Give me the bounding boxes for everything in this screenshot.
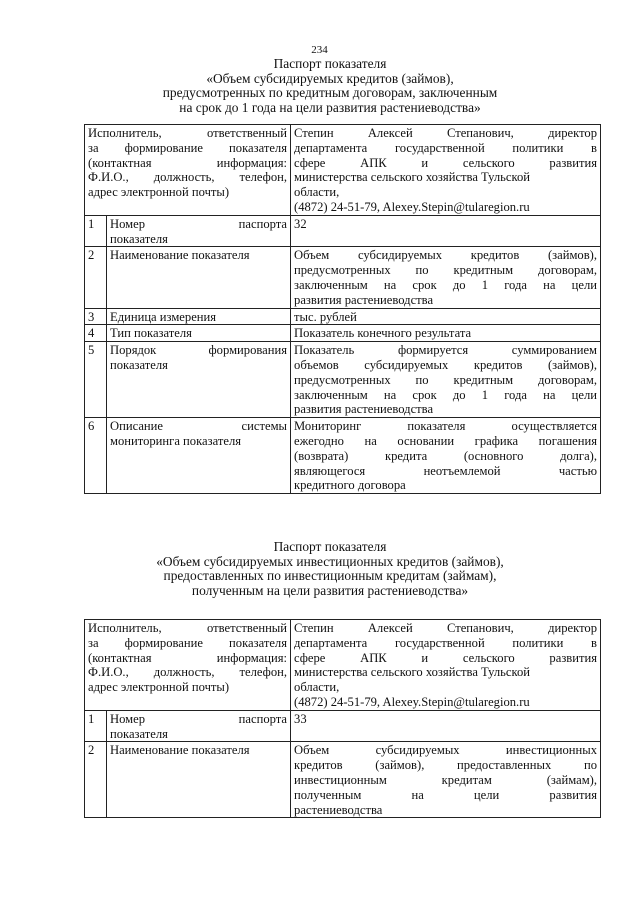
cell-line: министерства сельского хозяйства Тульской	[294, 665, 530, 680]
row-label	[107, 308, 291, 325]
row-value	[291, 325, 601, 342]
executor-contact: (4872) 24-51-79, Alexey.Stepin@tularegion.ru	[294, 199, 530, 214]
cell-line: 33	[294, 711, 307, 726]
passport-indicator-name: предоставленных по инвестиционным кредитам (займам),	[163, 568, 497, 583]
cell-line: объемов субсидируемых кредитов (займов),	[294, 357, 598, 372]
table-row	[85, 418, 601, 494]
cell-line: Описание системы	[110, 419, 288, 434]
cell-line: развития растениеводства	[294, 402, 434, 417]
cell-line: адрес электронной почты)	[88, 680, 230, 695]
executor-contact: (4872) 24-51-79, Alexey.Stepin@tularegion.ru	[294, 694, 530, 709]
row-number: 1	[85, 215, 107, 247]
row-value	[291, 742, 601, 818]
cell-line: за формирование показателя	[88, 635, 288, 650]
passport-table-2	[84, 619, 601, 818]
cell-line: Показатель конечного результата	[294, 326, 472, 341]
cell-line: Единица измерения	[110, 309, 217, 324]
cell-line: Степин Алексей Степанович, директор	[294, 126, 598, 140]
passport-indicator-name: предусмотренных по кредитным договорам, заключенным	[162, 85, 498, 100]
row-label	[107, 325, 291, 342]
cell-line: Объем субсидируемых инвестиционных	[294, 743, 598, 758]
table-row	[85, 325, 601, 342]
row-label	[107, 215, 291, 247]
cell-line: Тип показателя	[110, 326, 192, 341]
cell-line: сфере АПК и сельского развития	[294, 155, 598, 170]
row-number: 4	[85, 325, 107, 342]
cell-line: (возврата) кредита (основного долга),	[294, 448, 598, 463]
row-label	[107, 247, 291, 308]
passport-heading: Паспорт показателя	[273, 56, 387, 71]
page-number: 234	[311, 44, 328, 56]
executor-value	[291, 620, 601, 711]
row-value	[291, 247, 601, 308]
cell-line: (контактная информация:	[88, 155, 288, 170]
cell-line: (контактная информация:	[88, 650, 288, 665]
cell-line: Исполнитель, ответственный	[88, 621, 288, 635]
cell-line: кредитов (займов), предоставленных по	[294, 758, 598, 773]
cell-line: предусмотренных по кредитным договорам,	[294, 372, 598, 387]
cell-line: министерства сельского хозяйства Тульской	[294, 170, 530, 185]
cell-line: инвестиционным кредитам (займам),	[294, 772, 598, 787]
row-number: 2	[85, 742, 107, 818]
passport-indicator-name: полученным на цели развития растениеводства»	[191, 582, 469, 598]
cell-line: Объем субсидируемых кредитов (займов),	[294, 248, 598, 263]
row-number: 2	[85, 247, 107, 308]
cell-line: показателя	[110, 231, 168, 246]
cell-line: Наименование показателя	[110, 248, 250, 263]
row-number: 6	[85, 418, 107, 494]
cell-line: заключенным на срок до 1 года на цели	[294, 387, 598, 402]
row-number: 3	[85, 308, 107, 325]
row-label	[107, 742, 291, 818]
cell-line: сфере АПК и сельского развития	[294, 650, 598, 665]
cell-line: растениеводства	[294, 802, 383, 817]
cell-line: мониторинга показателя	[110, 433, 242, 448]
cell-line: Показатель формируется суммированием	[294, 343, 598, 358]
cell-line: предусмотренных по кредитным договорам,	[294, 263, 598, 278]
cell-line: тыс. рублей	[294, 309, 357, 324]
passport-title-1	[60, 57, 600, 115]
cell-line: Номер паспорта	[110, 216, 288, 231]
cell-line: адрес электронной почты)	[88, 185, 230, 200]
cell-line: Исполнитель, ответственный	[88, 126, 288, 140]
cell-line: области,	[294, 185, 340, 200]
cell-line: Мониторинг показателя осуществляется	[294, 419, 598, 434]
table-row	[85, 308, 601, 325]
row-value	[291, 215, 601, 247]
passport-table-1	[84, 124, 601, 494]
row-label	[107, 710, 291, 742]
executor-row	[85, 125, 601, 216]
row-value	[291, 308, 601, 325]
cell-line: области,	[294, 680, 340, 695]
cell-line: показателя	[110, 357, 168, 372]
cell-line: 32	[294, 216, 307, 231]
cell-line: департамента государственной политики в	[294, 635, 598, 650]
passport-indicator-name: на срок до 1 года на цели развития растениеводства»	[179, 99, 481, 115]
row-number: 5	[85, 342, 107, 418]
cell-line: являющегося неотъемлемой частью	[294, 463, 598, 478]
row-number: 1	[85, 710, 107, 742]
cell-line: полученным на цели развития	[294, 787, 598, 802]
row-value	[291, 710, 601, 742]
cell-line: департамента государственной политики в	[294, 140, 598, 155]
cell-line: показателя	[110, 726, 168, 741]
passport-indicator-name: «Объем субсидируемых кредитов (займов),	[206, 70, 454, 86]
cell-line: Ф.И.О., должность, телефон,	[88, 665, 288, 680]
cell-line: развития растениеводства	[294, 292, 434, 307]
executor-label	[85, 620, 291, 711]
cell-line: заключенным на срок до 1 года на цели	[294, 277, 598, 292]
row-value	[291, 418, 601, 494]
executor-label	[85, 125, 291, 216]
passport-indicator-name: «Объем субсидируемых инвестиционных кредитов (займов),	[156, 553, 504, 569]
table-row	[85, 247, 601, 308]
cell-line: Номер паспорта	[110, 711, 288, 726]
passport-heading: Паспорт показателя	[273, 539, 387, 554]
cell-line: кредитного договора	[294, 478, 406, 493]
cell-line: за формирование показателя	[88, 140, 288, 155]
cell-line: Порядок формирования	[110, 343, 288, 358]
cell-line: ежегодно на основании графика погашения	[294, 433, 598, 448]
cell-line: Ф.И.О., должность, телефон,	[88, 170, 288, 185]
executor-row	[85, 620, 601, 711]
table-row	[85, 215, 601, 247]
executor-value	[291, 125, 601, 216]
table-row	[85, 742, 601, 818]
table-row	[85, 342, 601, 418]
row-label	[107, 342, 291, 418]
cell-line: Степин Алексей Степанович, директор	[294, 621, 598, 635]
passport-title-2	[60, 540, 600, 598]
table-row	[85, 710, 601, 742]
row-value	[291, 342, 601, 418]
cell-line: Наименование показателя	[110, 743, 250, 758]
row-label	[107, 418, 291, 494]
